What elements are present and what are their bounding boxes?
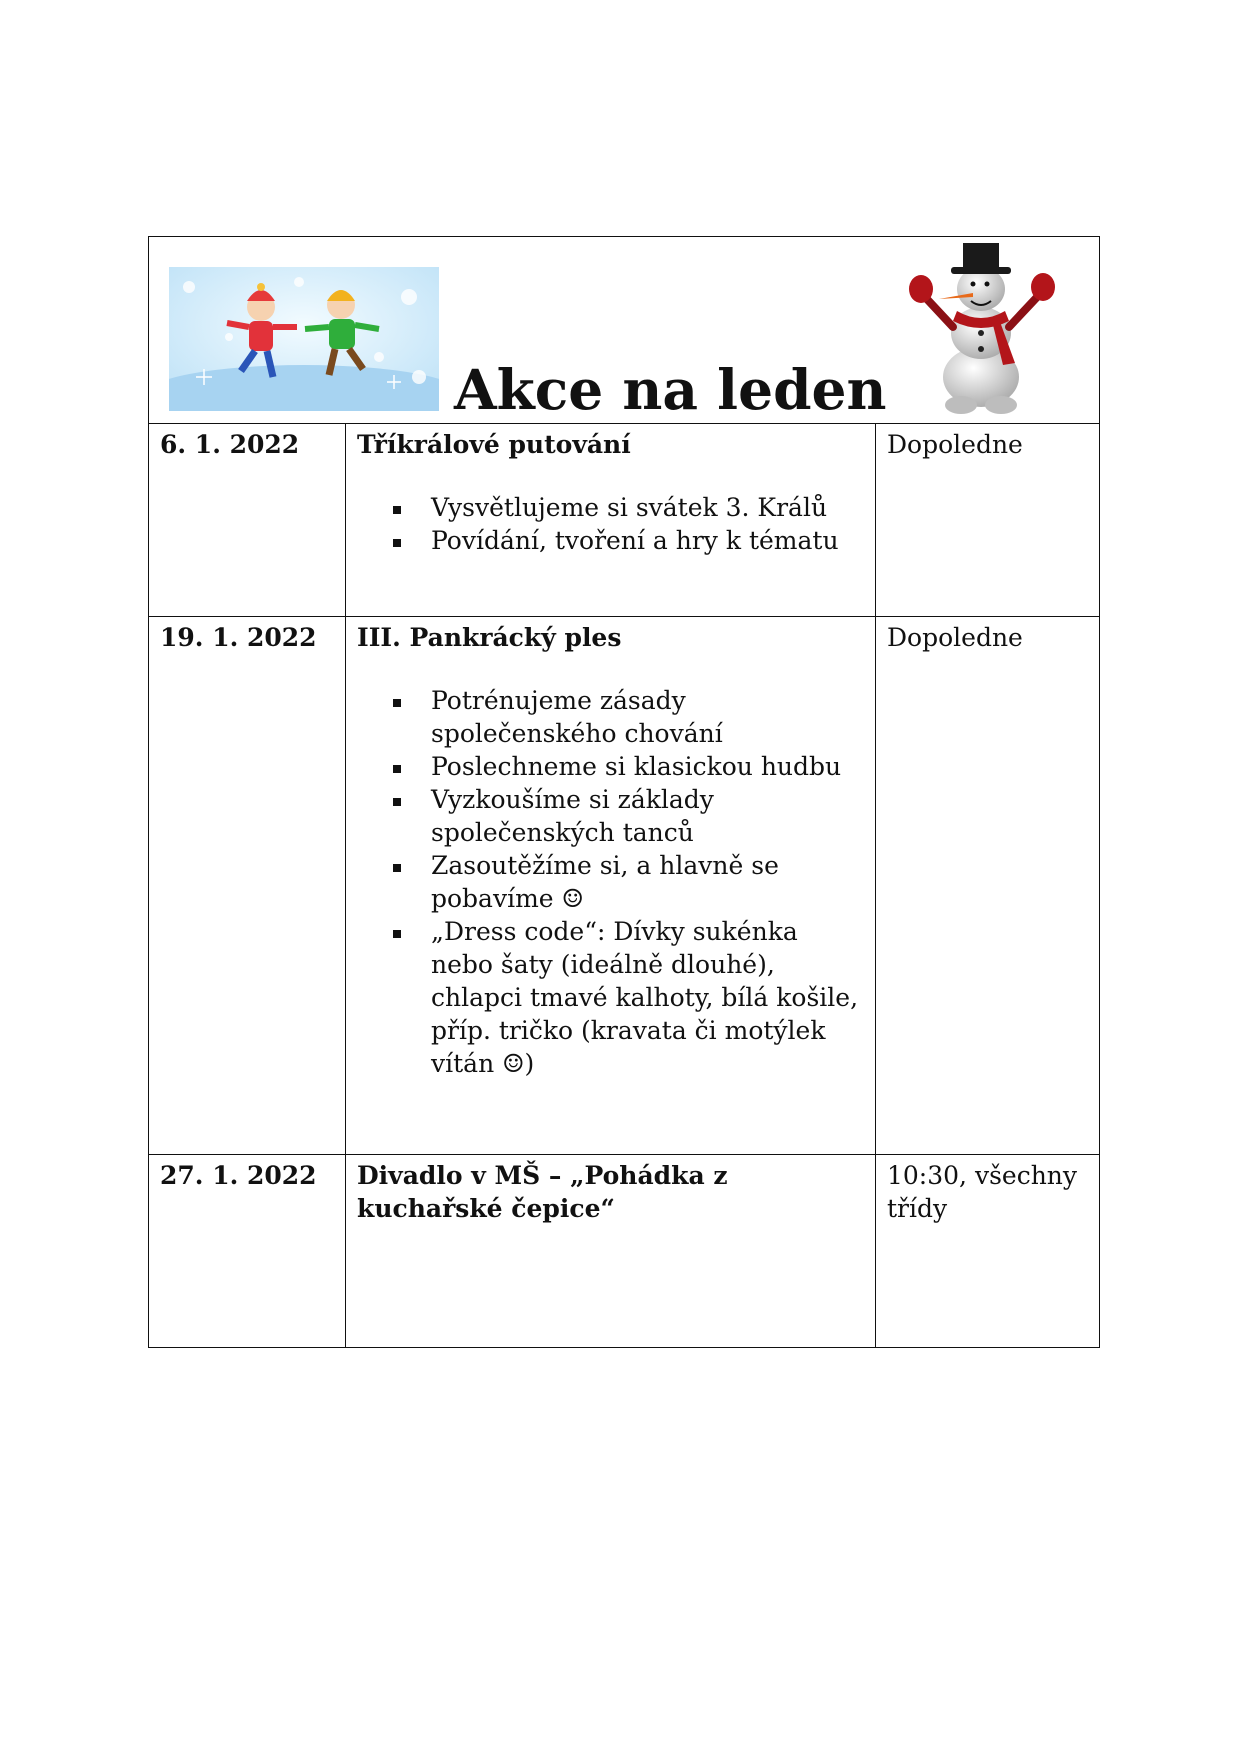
- event-bullet: Potrénujeme zásady společenského chování: [392, 684, 865, 750]
- event-bullet: Vyzkoušíme si základy společenských tanců: [392, 783, 865, 849]
- event-details: [346, 617, 876, 1155]
- event-bullet: Zasoutěžíme si, a hlavně se pobavíme ☺: [392, 849, 865, 915]
- event-row: [149, 424, 1100, 617]
- event-date: 6. 1. 2022: [149, 424, 346, 617]
- event-time: 10:30, všechny třídy: [876, 1155, 1100, 1348]
- event-time: Dopoledne: [876, 424, 1100, 617]
- event-bullet: Povídání, tvoření a hry k tématu: [392, 524, 865, 557]
- event-details: [346, 424, 876, 617]
- event-title: Divadlo v MŠ – „Pohádka z kuchařské čepice“: [357, 1161, 728, 1223]
- event-title: Tříkrálové putování: [357, 430, 631, 459]
- event-bullet: Vysvětlujeme si svátek 3. Králů: [392, 491, 865, 524]
- page-title: Akce na leden: [454, 357, 887, 422]
- event-bullet: „Dress code“: Dívky sukénka nebo šaty (ideálně dlouhé), chlapci tmavé kalhoty, bílá košile, příp. tričko (kravata či motýlek vítán ☺): [392, 915, 865, 1080]
- event-title: III. Pankrácký ples: [357, 623, 622, 652]
- header-row: [149, 237, 1100, 424]
- events-table: [148, 236, 1100, 1348]
- event-row: [149, 617, 1100, 1155]
- snowman-image: [881, 237, 1081, 421]
- event-bullet-list: [357, 491, 865, 557]
- event-date: 27. 1. 2022: [149, 1155, 346, 1348]
- event-time: Dopoledne: [876, 617, 1100, 1155]
- event-bullet: Poslechneme si klasickou hudbu: [392, 750, 865, 783]
- event-row: [149, 1155, 1100, 1348]
- event-date: 19. 1. 2022: [149, 617, 346, 1155]
- ice-skating-kids-image: [169, 267, 439, 411]
- event-bullet-list: [357, 684, 865, 1080]
- header-cell: [149, 237, 1100, 424]
- event-details: [346, 1155, 876, 1348]
